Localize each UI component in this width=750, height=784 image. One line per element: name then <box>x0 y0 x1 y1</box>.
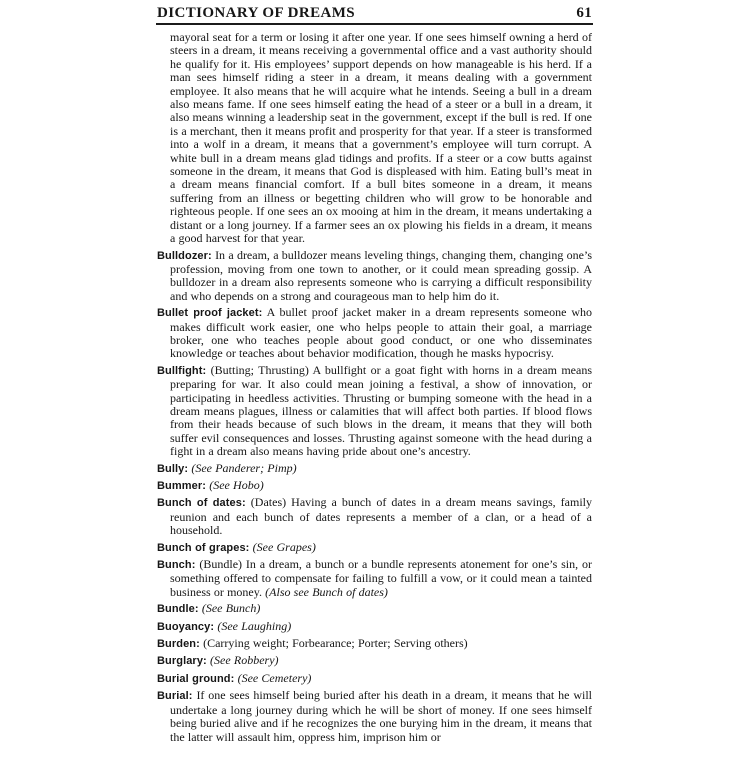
entry-body: A bullet proof jacket maker in a dream represents someone who makes difficult work easier, one who helps people to attain their goal, a marriage broker, one who teaches people about good conduct, or one who disseminates knowledge or teaches about behavior modification, though he masks hypocrisy. <box>170 305 593 361</box>
entry-headword: Burden: <box>157 638 200 651</box>
running-header <box>157 5 592 22</box>
entry-cross-reference: (Also see Bunch of dates) <box>265 584 388 599</box>
entry-cross-reference: (See Panderer; Pimp) <box>191 460 297 475</box>
dictionary-entry <box>157 689 592 744</box>
entry-cross-reference: (See Bunch) <box>201 601 261 616</box>
entry-headword: Bunch: <box>157 559 196 572</box>
entry-headword: Bunch of dates: <box>157 497 246 510</box>
entry-headword: Bulldozer: <box>157 249 212 262</box>
page-number: 61 <box>576 5 592 21</box>
dictionary-entry <box>157 306 592 361</box>
entry-body: If one sees himself being buried after his death in a dream, it means that he will undertake a long journey during which he will be short of money. If one sees himself being buried alive and if he recognizes the one burying him in the dream, it means that the latter will assault him, oppress him, imprison him or <box>170 688 593 744</box>
dictionary-entry <box>157 620 592 634</box>
dictionary-entry <box>157 637 592 651</box>
entry-headword: Bullet proof jacket: <box>157 307 263 320</box>
entry-headword: Bummer: <box>157 480 206 492</box>
page-title: DICTIONARY OF DREAMS <box>157 5 356 21</box>
entry-headword: Buoyancy: <box>157 620 215 633</box>
dictionary-entry <box>157 249 592 304</box>
dictionary-entry <box>157 479 592 493</box>
entry-headword: Bully: <box>157 462 189 475</box>
entry-cross-reference: (See Cemetery) <box>237 670 312 685</box>
dictionary-entry <box>157 364 592 459</box>
entry-body: In a dream, a bulldozer means leveling things, changing them, changing one’s profession, moving from one town to another, or it could mean spreading gossip. A bulldozer in a dream also represents someone who is carrying a difficult responsibility and who depends on a strong and courageous man to help him do it. <box>170 247 593 303</box>
entry-headword: Burial: <box>157 690 193 703</box>
entry-body: (Bundle) In a dream, a bunch or a bundle represents atonement for one’s sin, or something offered to compensate for failing to fulfill a vow, or it could mean a tainted business or money. <box>170 557 593 599</box>
dictionary-entry <box>157 558 592 599</box>
dictionary-entry <box>157 602 592 616</box>
page-body <box>157 31 592 747</box>
entry-cross-reference: (See Grapes) <box>252 539 316 554</box>
dictionary-entry <box>157 541 592 555</box>
header-rule <box>156 23 593 25</box>
entry-headword: Bunch of grapes: <box>157 541 250 554</box>
dictionary-entry <box>157 672 592 686</box>
dictionary-entry <box>157 31 592 246</box>
dictionary-entry <box>157 462 592 476</box>
entry-body: (Butting; Thrusting) A bullfight or a goat fight with horns in a dream means preparing for war. It also could mean joining a festival, a show of innovation, or participating in heedless activities. Thrusting or bumping someone with the head in a dream means plagues, illness or calamities that will affect both parties. If blood flows from their heads because of such blows in the dream, it means that they will both suffer evil consequences and losses. Thrusting against someone with the head during a fight in a dream also means having pride about one’s ancestry. <box>170 362 593 459</box>
entry-body: mayoral seat for a term or losing it after one year. If one sees himself owning a herd of steers in a dream, it means receiving a governmental office and a vast authority should he qualify for it. His employees’ support depends on how manageable is his herd. If a man sees himself riding a steer in a dream, it means dealing with a government employee. It also means that he will acquire what he intends. Seeing a bull in a dream also means fame. If one sees himself eating the head of a steer or a bull in a dream, it also means winning a leadership seat in the government, except if the bull is red. If one is a merchant, then it means profit and prosperity for that year. If a steer is transformed into a wolf in a dream, it means that a government’s employee will turn corrupt. A white bull in a dream means glad tidings and profits. If a steer or a cow butts against someone in the dream, it means that God is displeased with him. Eating bull’s meat in a dream means financial comfort. If a bull bites someone in a dream, it means suffering from an illness or begetting children who will grow to be honorable and righteous people. If one sees an ox mooing at him in the dream, it means undertaking a distant or a long journey. If a farmer sees an ox plowing his fields in a dream, it means a good harvest for that year. <box>170 30 592 246</box>
entry-cross-reference: (See Hobo) <box>209 478 264 492</box>
entry-body: (Carrying weight; Forbearance; Porter; Serving others) <box>203 636 468 651</box>
entry-headword: Bundle: <box>157 603 199 616</box>
entry-headword: Burial ground: <box>157 672 235 685</box>
dictionary-entry <box>157 654 592 668</box>
entry-body: (Dates) Having a bunch of dates in a dream means savings, family reunion and each bunch of dates represents a member of a clan, or a head of a household. <box>170 495 592 538</box>
entry-cross-reference: (See Robbery) <box>210 653 279 668</box>
entry-cross-reference: (See Laughing) <box>217 618 292 633</box>
entry-headword: Burglary: <box>157 655 207 668</box>
entry-headword: Bullfight: <box>157 364 207 377</box>
dictionary-entry <box>157 496 592 537</box>
